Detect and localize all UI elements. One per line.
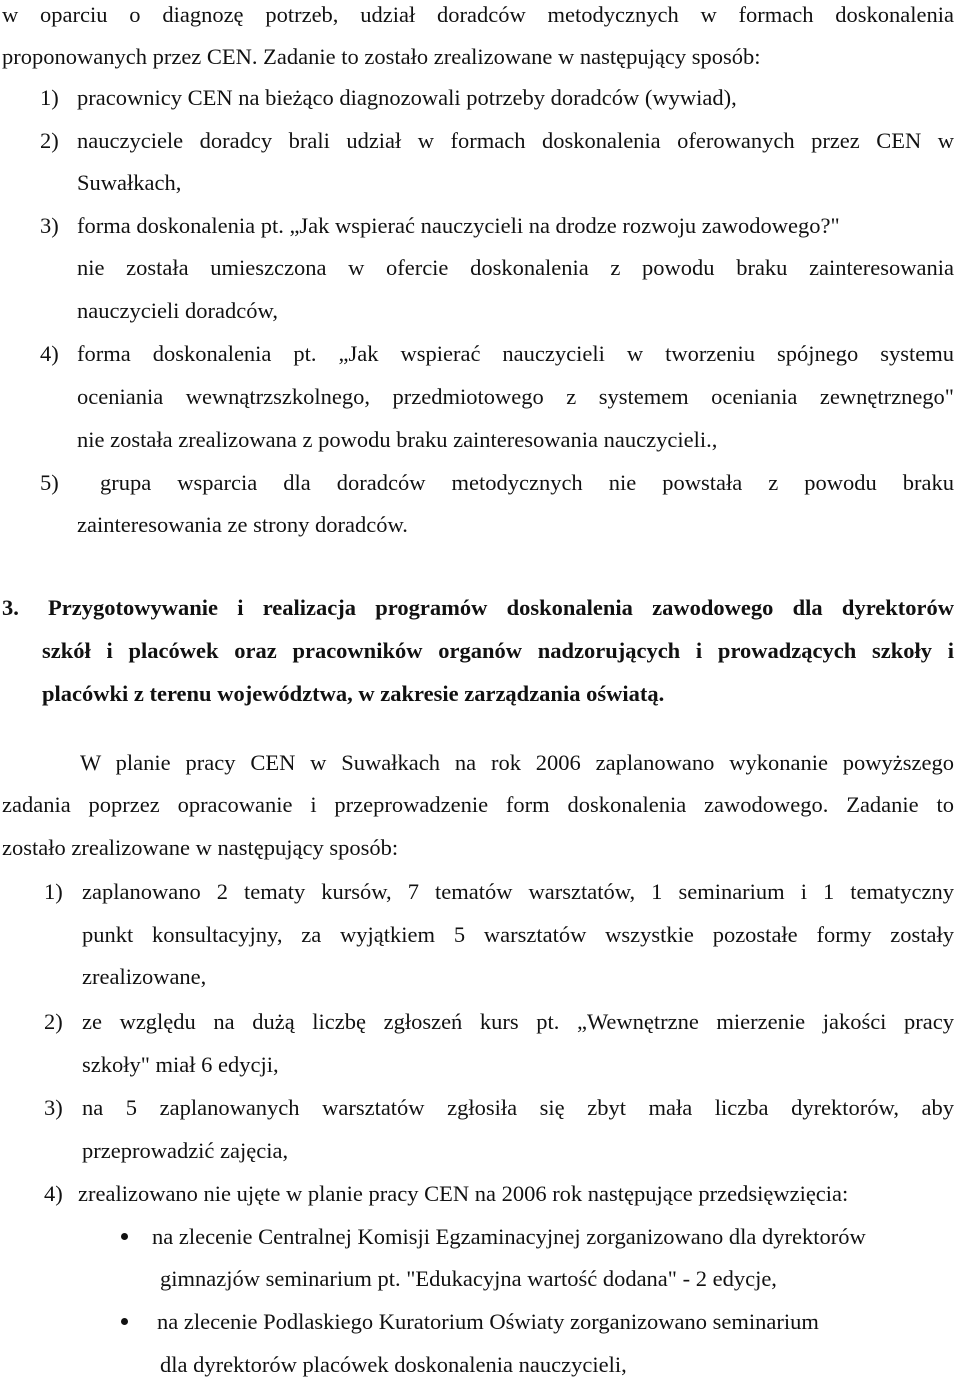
list-item-line: zainteresowania ze strony doradców. [77, 512, 408, 537]
intro-line: proponowanych przez CEN. Zadanie to zostało zrealizowane w następujący sposób: [2, 44, 761, 69]
list-item-line: punkt konsultacyjny, za wyjątkiem 5 warsztatów wszystkie pozostałe formy zostały [82, 922, 954, 947]
list-item-line: zaplanowano 2 tematy kursów, 7 tematów warsztatów, 1 seminarium i 1 tematyczny [82, 879, 954, 904]
list-number: 2) [40, 128, 59, 153]
bullet-item-line: na zlecenie Centralnej Komisji Egzaminacyjnej zorganizowano dla dyrektorów [152, 1224, 866, 1249]
bullet-item-line: dla dyrektorów placówek doskonalenia nauczycieli, [160, 1352, 627, 1377]
paragraph-line: zostało zrealizowane w następujący sposób: [2, 835, 399, 860]
list-item-line: Suwałkach, [77, 170, 182, 195]
list-item-line: ze względu na dużą liczbę zgłoszeń kurs pt. „Wewnętrzne mierzenie jakości pracy [82, 1009, 954, 1034]
paragraph-line: zadania poprzez opracowanie i przeprowadzenie form doskonalenia zawodowego. Zadanie to [2, 792, 954, 817]
bullet-item-line: na zlecenie Podlaskiego Kuratorium Oświaty zorganizowano seminarium [157, 1309, 819, 1334]
list-item-line: zrealizowane, [82, 964, 207, 989]
list-item-line: na 5 zaplanowanych warsztatów zgłosiła się zbyt mała liczba dyrektorów, aby [82, 1095, 954, 1120]
list-number: 4) [40, 341, 59, 366]
list-item-line: szkoły" miał 6 edycji, [82, 1052, 279, 1077]
bullet-item-line: gimnazjów seminarium pt. "Edukacyjna wartość dodana" - 2 edycje, [160, 1266, 777, 1291]
list-item-line: pracownicy CEN na bieżąco diagnozowali potrzeby doradców (wywiad), [77, 85, 737, 110]
section-heading-line: placówki z terenu województwa, w zakresie zarządzania oświatą. [42, 681, 665, 706]
list-item-line: zrealizowano nie ujęte w planie pracy CEN na 2006 rok następujące przedsięwzięcia: [78, 1181, 849, 1206]
list-item-line: forma doskonalenia pt. „Jak wspierać nauczycieli w tworzeniu spójnego systemu [77, 341, 954, 366]
list-number: 4) [44, 1181, 63, 1206]
list-item-line: forma doskonalenia pt. „Jak wspierać nauczycieli na drodze rozwoju zawodowego?" [77, 213, 840, 238]
list-number: 2) [44, 1009, 63, 1034]
list-number: 5) [40, 470, 59, 495]
list-item-line: grupa wsparcia dla doradców metodycznych nie powstała z powodu braku [100, 470, 954, 495]
section-number: 3. [2, 595, 19, 620]
paragraph-line: W planie pracy CEN w Suwałkach na rok 2006 zaplanowano wykonanie powyższego [80, 750, 954, 775]
list-item-line: nie została zrealizowana z powodu braku zainteresowania nauczycieli., [77, 427, 718, 452]
list-number: 3) [40, 213, 59, 238]
list-item-line: nauczyciele doradcy brali udział w formach doskonalenia oferowanych przez CEN w [77, 128, 954, 153]
list-number: 3) [44, 1095, 63, 1120]
bullet-icon [121, 1318, 128, 1325]
list-number: 1) [44, 879, 63, 904]
intro-line: w oparciu o diagnozę potrzeb, udział doradców metodycznych w formach doskonalenia [2, 2, 954, 27]
list-item-line: nie została umieszczona w ofercie doskonalenia z powodu braku zainteresowania [77, 255, 954, 280]
bullet-icon [121, 1233, 128, 1240]
section-heading-line: szkół i placówek oraz pracowników organów nadzorujących i prowadzących szkoły i [42, 638, 954, 663]
list-number: 1) [40, 85, 59, 110]
section-heading-line: Przygotowywanie i realizacja programów doskonalenia zawodowego dla dyrektorów [48, 595, 954, 620]
list-item-line: nauczycieli doradców, [77, 298, 278, 323]
list-item-line: przeprowadzić zajęcia, [82, 1138, 289, 1163]
list-item-line: oceniania wewnątrzszkolnego, przedmiotowego z systemem oceniania zewnętrznego" [77, 384, 954, 409]
